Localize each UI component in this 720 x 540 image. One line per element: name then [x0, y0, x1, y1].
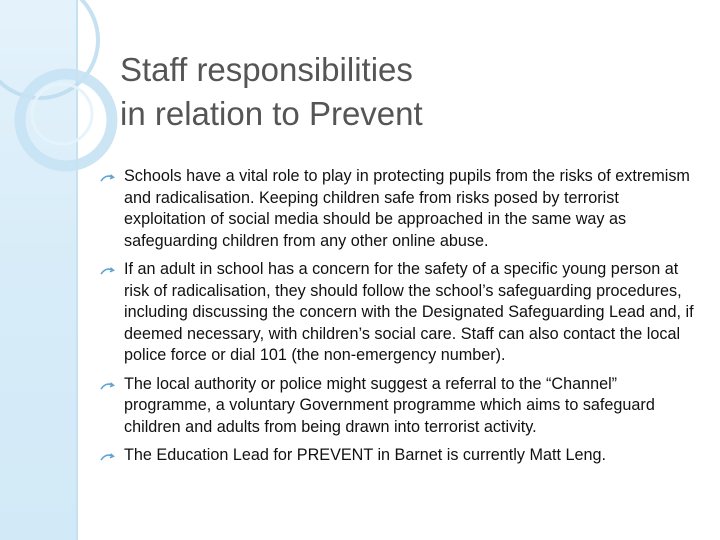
bullet-list [100, 166, 700, 474]
bullet-item [100, 166, 700, 252]
curved-arrow-bullet-icon [100, 266, 115, 276]
curved-arrow-bullet-icon [100, 452, 115, 462]
bullet-text: Schools have a vital role to play in protecting pupils from the risks of extremism and radicalisation. Keeping children safe from risks posed by terrorist exploitation of social media should be approached in the same way as safeguarding children from any other online abuse. [124, 167, 690, 250]
bullet-text: If an adult in school has a concern for the safety of a specific young person at risk of radicalisation, they should follow the school’s safeguarding procedures, including discussing the concern with the Designated Safeguarding Lead and, if deemed necessary, with children’s social care. Staff can also contact the local police force or dial 101 (the non-emergency number). [124, 260, 694, 364]
slide-title [120, 48, 680, 136]
bullet-item [100, 259, 700, 367]
bullet-text: The local authority or police might suggest a referral to the “Channel” programme, a voluntary Government programme which aims to safeguard children and adults from being drawn into terrorist activity. [124, 374, 655, 436]
curved-arrow-bullet-icon [100, 381, 115, 391]
title-line-2: in relation to Prevent [120, 95, 423, 132]
bullet-text: The Education Lead for PREVENT in Barnet is currently Matt Leng. [124, 446, 606, 464]
title-line-1: Staff responsibilities [120, 51, 413, 88]
curved-arrow-bullet-icon [100, 173, 115, 183]
bullet-item [100, 445, 700, 467]
bullet-item [100, 374, 700, 439]
